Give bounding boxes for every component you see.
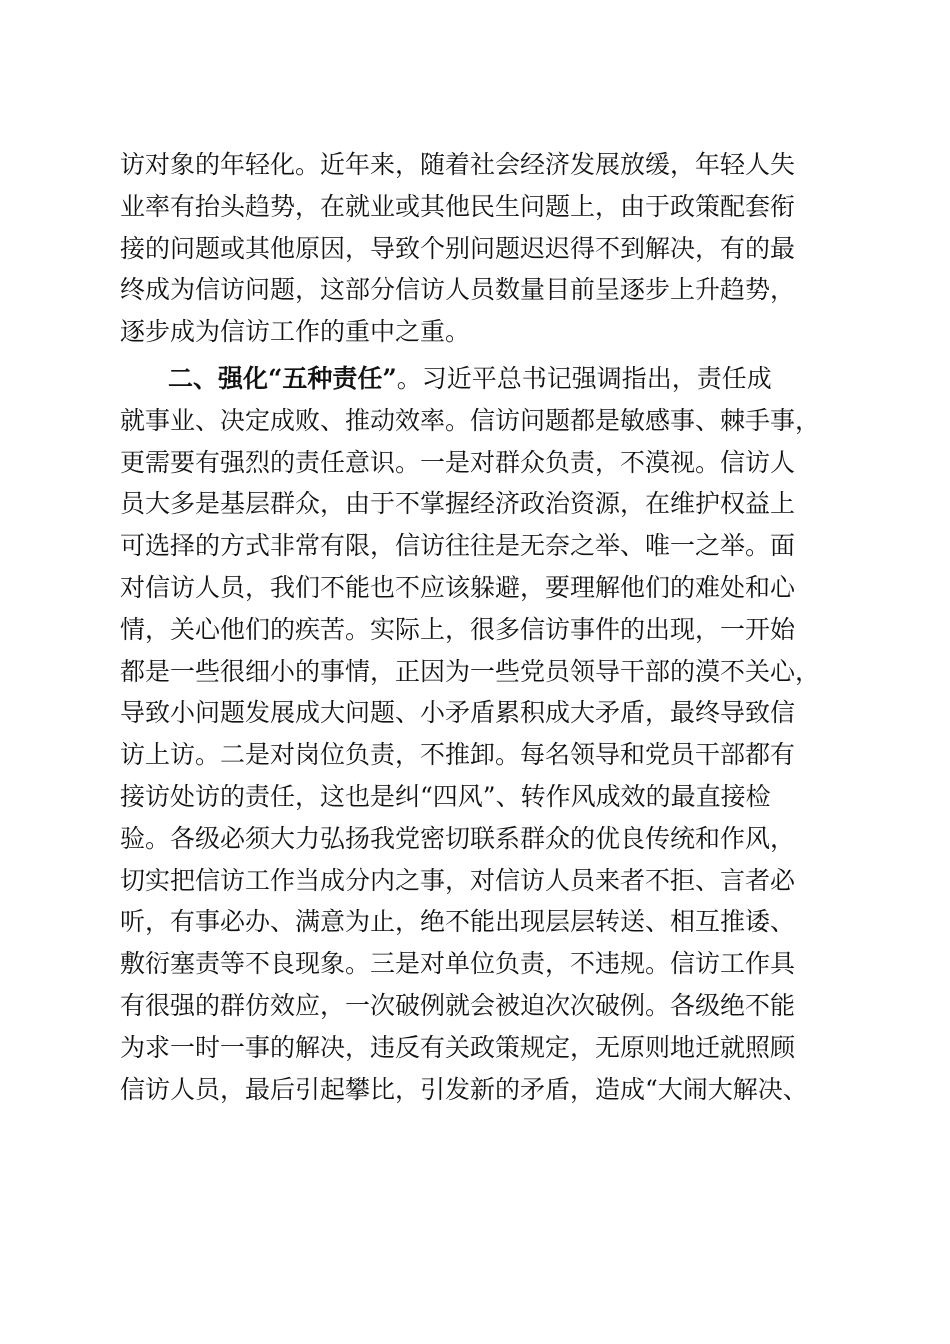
paragraph-2-line: 更需要有强烈的责任意识。一是对群众负责，不漠视。信访人	[120, 447, 796, 477]
paragraph-2-line: 切实把信访工作当成分内之事，对信访人员来者不拒、言者必	[120, 865, 796, 895]
paragraph-1-line: 接的问题或其他原因，导致个别问题迟迟得不到解决，有的最	[120, 233, 796, 263]
paragraph-2-line: 信访人员，最后引起攀比，引发新的矛盾，造成“大闹大解决、	[120, 1074, 808, 1104]
section-heading: 二、强化“五种责任”	[168, 363, 397, 393]
paragraph-2-line: 有很强的群仿效应，一次破例就会被迫次次破例。各级绝不能	[120, 990, 796, 1020]
paragraph-2-line: 听，有事必办、满意为止，绝不能出现层层转送、相互推诿、	[120, 907, 796, 937]
paragraph-2-line: 都是一些很细小的事情，正因为一些党员领导干部的漠不关心，	[120, 656, 821, 686]
paragraph-2-first-line-text: 。习近平总书记强调指出，责任成	[396, 363, 772, 393]
paragraph-1-line: 业率有抬头趋势，在就业或其他民生问题上，由于政策配套衔	[120, 191, 796, 221]
paragraph-1-line: 逐步成为信访工作的重中之重。	[120, 317, 471, 347]
paragraph-2-line: 就事业、决定成败、推动效率。信访问题都是敏感事、棘手事，	[120, 405, 821, 435]
paragraph-2-line: 对信访人员，我们不能也不应该躲避，要理解他们的难处和心	[120, 572, 796, 602]
paragraph-2-line: 情，关心他们的疾苦。实际上，很多信访事件的出现，一开始	[120, 614, 796, 644]
paragraph-2-first-line	[120, 358, 840, 400]
paragraph-2-line: 员大多是基层群众，由于不掌握经济政治资源，在维护权益上	[120, 489, 796, 519]
paragraph-2	[120, 358, 840, 1110]
document-body	[120, 144, 840, 1110]
paragraph-2-line: 验。各级必须大力弘扬我党密切联系群众的优良传统和作风，	[120, 823, 796, 853]
paragraph-2-line: 接访处访的责任，这也是纠“四风”、转作风成效的最直接检	[120, 781, 771, 811]
paragraph-2-line: 可选择的方式非常有限，信访往往是无奈之举、唯一之举。面	[120, 531, 796, 561]
paragraph-1-line: 访对象的年轻化。近年来，随着社会经济发展放缓，年轻人失	[120, 150, 796, 179]
paragraph-2-line: 导致小问题发展成大问题、小矛盾累积成大矛盾，最终导致信	[120, 698, 796, 728]
paragraph-2-line: 为求一时一事的解决，违反有关政策规定，无原则地迁就照顾	[120, 1032, 796, 1062]
paragraph-1-line: 终成为信访问题，这部分信访人员数量目前呈逐步上升趋势，	[120, 275, 796, 305]
paragraph-2-line: 敷衍塞责等不良现象。三是对单位负责，不违规。信访工作具	[120, 949, 796, 979]
paragraph-2-line: 访上访。二是对岗位负责，不推卸。每名领导和党员干部都有	[120, 740, 796, 770]
paragraph-1	[120, 144, 840, 353]
